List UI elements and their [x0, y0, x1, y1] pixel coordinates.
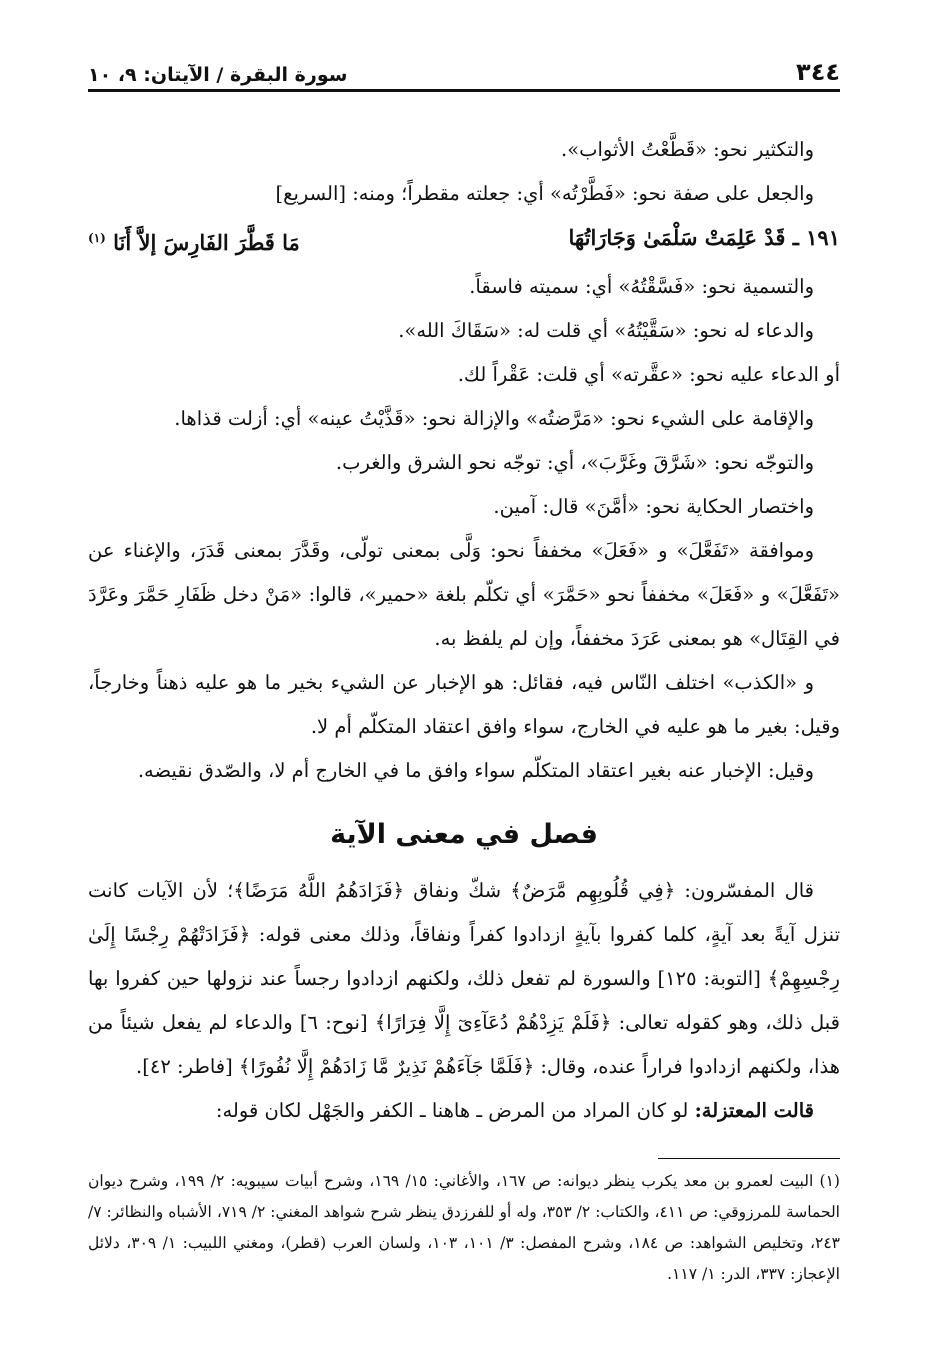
paragraph: وموافقة «تَفَعَّلَ» و «فَعَلَ» مخففاً نحو: وَلَّى بمعنى تولّى، وقَدَّرَ بمعنى قَدَرَ، والإغناء عن «تَفَعَّلَ» و «فَعَلَ» مخففاً نحو «حَمَّرَ» أي تكلّم بلغة «حمير»، قالوا: «مَنْ دخل ظَفَارِ حَمَّرَ وعَرَّدَ في القِتَال» هو بمعنى عَرَدَ مخففاً، وإن لم يلفظ به.	[88, 539, 840, 650]
paragraph: وقيل: الإخبار عنه بغير اعتقاد المتكلّم سواء وافق ما في الخارج أم لا، والصّدق نقيضه.	[137, 759, 814, 782]
page-number: ٣٤٤	[796, 58, 840, 86]
mutazila-paragraph	[88, 1089, 840, 1133]
paragraph: والتكثير نحو: «قَطَّعْتُ الأثواب».	[561, 138, 814, 161]
footnote-ref: (١)	[88, 231, 106, 245]
mutazila-label: قالت المعتزلة:	[694, 1099, 814, 1122]
section-title: فصل في معنى الآية	[330, 819, 598, 850]
paragraph: والدعاء له نحو: «سَقَّيْتُهُ» أي قلت له: «سَقَاكَ الله».	[398, 319, 814, 342]
paragraph: و «الكذب» اختلف النّاس فيه، فقائل: هو الإخبار عن الشيء بخير ما هو عليه ذهناً وخارجاً، وقيل: بغير ما هو عليه في الخارج، سواء وافق اعتقاد المتكلّم أم لا.	[88, 671, 840, 738]
poem-number: ١٩١ ـ	[792, 225, 840, 250]
header-rule	[88, 89, 840, 92]
mutazila-text: لو كان المراد من المرض ـ هاهنا ـ الكفر والجَهْل لكان قوله:	[215, 1099, 689, 1122]
paragraph: واختصار الحكاية نحو: «أمَّنَ» قال: آمين.	[493, 495, 814, 518]
poem-hemistich-1: قَدْ عَلِمَتْ سَلْمَىٰ وَجَارَاتُهَا	[568, 225, 786, 250]
paragraph: والإقامة على الشيء نحو: «مَرَّضتُه» والإزالة نحو: «قَذَّيْتُ عينه» أي: أزلت قذاها.	[174, 407, 814, 430]
page-header	[88, 58, 840, 92]
main-text	[88, 128, 840, 1133]
poem-hemistich-2: مَا قَطَّرَ الفَارِسَ إلاَّ أَنَا	[113, 230, 300, 255]
paragraph: والتوجّه نحو: «شَرَّقَ وغَرَّبَ»، أي: توجّه نحو الشرق والغرب.	[335, 451, 814, 474]
poem-first-hemistich	[569, 216, 840, 265]
footnote-rule	[658, 1158, 840, 1159]
surah-title: سورة البقرة / الآيتان: ٩، ١٠	[88, 64, 348, 86]
paragraph: أو الدعاء عليه نحو: «عقَّرته» أي قلت: عَقْراً لك.	[457, 363, 840, 386]
paragraph: والتسمية نحو: «فَسَّقْتُهُ» أي: سميته فاسقاً.	[469, 275, 814, 298]
poem-second-hemistich	[88, 216, 300, 265]
paragraph: والجعل على صفة نحو: «فَطَّرْتُه» أي: جعلته مقطراً؛ ومنه: [السريع]	[275, 182, 814, 205]
footnote: (١) البيت لعمرو بن معد يكرب ينظر ديوانه: ص ١٦٧، والأغاني: ١٥/ ١٦٩، وشرح أبيات سيبويه: ٢/ ١٩٩، وشرح ديوان الحماسة للمرزوقي: ص ٤١١، والكتاب: ٢/ ٣٥٣، وله أو للفرزدق ينظر شرح شواهد المغني: ٢/ ٧١٩، الأشباه والنظائر: ٧/ ٢٤٣، وتخليص الشواهد: ص ١٨٤، وشرح المفصل: ٣/ ١٠١، ١٠٣، ولسان العرب (قطر)، ومغني اللبيب: ١/ ٣٠٩، دلائل الإعجاز: ٣٣٧، الدر: ١/ ١١٧.	[88, 1172, 841, 1283]
poem-verse	[88, 216, 840, 265]
footnotes	[88, 1166, 840, 1290]
section-paragraph: قال المفسّرون: ﴿فِي قُلُوبِهِم مَّرَضٌ﴾ شكّ ونفاق ﴿فَزَادَهُمُ اللَّهُ مَرَضًا﴾؛ لأن الآيات كانت تنزل آيةً بعد آيةٍ، كلما كفروا بآيةٍ ازدادوا كفراً ونفاقاً، وذلك معنى قوله: ﴿فَزَادَتْهُمْ رِجْسًا إِلَىٰ رِجْسِهِمْ﴾ [التوبة: ١٢٥] والسورة لم تفعل ذلك، ولكنهم ازدادوا رجساً عند نزولها حين كفروا بها قبل ذلك، وهو كقوله تعالى: ﴿فَلَمْ يَزِدْهُمْ دُعَآءِىٓ إِلَّا فِرَارًا﴾ [نوح: ٦] والدعاء لم يفعل شيئاً من هذا، ولكنهم ازدادوا فراراً عنده، وقال: ﴿فَلَمَّا جَآءَهُمْ نَذِيرٌ مَّا زَادَهُمْ إِلَّا نُفُورًا﴾ [فاطر: ٤٢].	[88, 879, 840, 1078]
